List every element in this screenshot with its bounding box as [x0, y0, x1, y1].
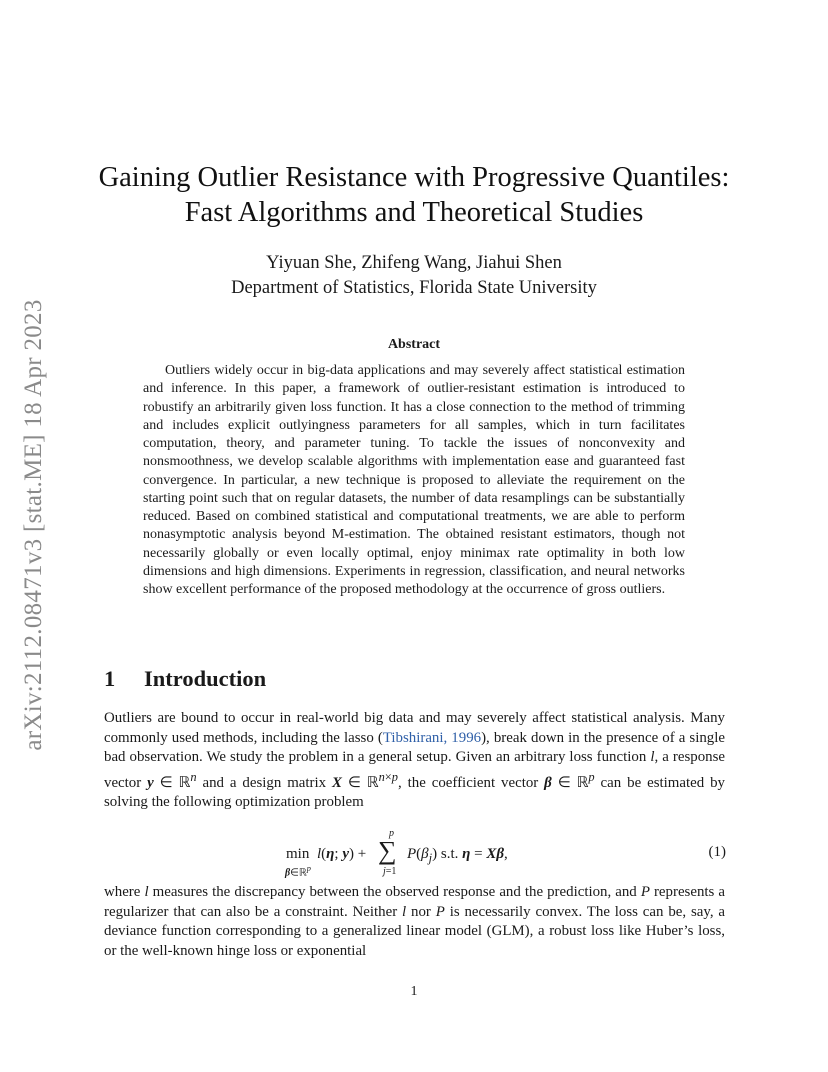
abstract-body: Outliers widely occur in big-data applications and may severely affect statistical estimation and inference. In this paper, a framework of outlier-resistant estimation is introduced to robustify an arbitrarily given loss function. It has a close connection to the method of trimming and includes explicit outlyingness parameters for all samples, which in turn facilitates computation, theory, and parameter tuning. To tackle the issues of nonconvexity and nonsmoothness, we develop scalable algorithms with implementation ease and guaranteed fast convergence. In particular, a new technique is proposed to alleviate the requirement on the starting point such that on regular datasets, the number of data resamplings can be substantially reduced. Based on combined statistical and computational treatments, we are able to perform nonasymptotic analysis beyond M-estimation. The obtained resistant estimators, though not necessarily globally or even locally optimal, enjoy minimax rate optimality in both low dimensions and high dimensions. Experiments in regression, classification, and neural networks show excellent performance of the proposed methodology at the occurrence of gross outliers. [143, 363, 685, 597]
author-block [60, 251, 768, 301]
eq-sum-upper: p [389, 828, 394, 839]
intro-text-6: can be estimated by solving the following optimization problem [104, 774, 725, 811]
intro-text-4: and a design matrix [196, 774, 333, 791]
abstract-heading: Abstract [387, 337, 441, 352]
after-text-3: represents a regularizer that can also be a constraint. Neither [104, 884, 725, 920]
equation-1 [285, 828, 726, 886]
after-equation-paragraph: where l measures the discrepancy between the observed response and the prediction, and P represents a regularizer that can also be a constraint. Neither l nor P is necessarily convex. The loss can be, say, a deviance function corresponding to a generalized linear model (GLM), a robust loss like Huber’s loss, or the well-known hinge loss or exponential [104, 884, 726, 959]
eq-min: min [286, 846, 310, 862]
section-number: 1 [104, 666, 116, 691]
eq-min-subscript: β∈ℝ$^p$ [285, 864, 311, 879]
title-line-1: Gaining Outlier Resistance with Progressive Quantiles: [98, 162, 730, 193]
equation-number: (1) [708, 844, 726, 860]
arxiv-identifier-text: arXiv:2112.08471v3 [stat.ME] 18 Apr 2023 [20, 299, 47, 751]
paper-title [60, 160, 768, 230]
title-line-2: Fast Algorithms and Theoretical Studies [184, 197, 644, 228]
author-names: Yiyuan She, Zhifeng Wang, Jiahui Shen [266, 253, 562, 273]
intro-paragraph: Outliers are bound to occur in real-world big data and may severely affect statistical analysis. Many commonly used methods, including the lasso (Tibshirani, 1996), break down in the presence of a single bad observation. We study the problem in a general setup. Given an arbitrary loss function l, a response vector y ∈ ℝ$^n$ and a design matrix X ∈ ℝ$^{n\times p}$, the coefficient vector β ∈ ℝ$^p$ can be estimated by solving the following optimization problem [104, 710, 725, 811]
eq-sum-lower: j=1 [383, 866, 397, 877]
eq-penalty-term: $P(\beta_j)$ s.t. η = Xβ, [407, 846, 508, 865]
intro-text-5: , the coefficient vector [397, 774, 545, 791]
after-text-2: measures the discrepancy between the observed response and the prediction, and [148, 884, 641, 900]
author-affiliation: Department of Statistics, Florida State University [231, 278, 597, 298]
after-text-4: nor [406, 903, 436, 920]
after-text-1: where [104, 884, 145, 900]
eq-sum-symbol: ∑ [378, 836, 397, 865]
eq-loss-term: l(η; y) + [317, 846, 367, 862]
intro-text-2: ), break down in the presence of a single bad observation. We study the problem in a general setup. Given an arbitrary loss function [104, 729, 725, 766]
intro-text-3: , a response vector [104, 749, 725, 791]
arxiv-identifier [4, 280, 64, 770]
page-number: 1 [410, 984, 418, 999]
after-text-5: is necessarily convex. The loss can be, say, a deviance function corresponding to a generalized linear model (GLM), a robust loss like Huber’s loss, or the well-known hinge loss or exponential [104, 903, 726, 959]
intro-text-1: Outliers are bound to occur in real-world big data and may severely affect statistical analysis. Many commonly used methods, including the lasso ( [104, 710, 725, 746]
section-title: Introduction [144, 666, 267, 691]
section-heading [104, 666, 266, 692]
citation-link[interactable]: Tibshirani, 1996 [382, 729, 482, 746]
